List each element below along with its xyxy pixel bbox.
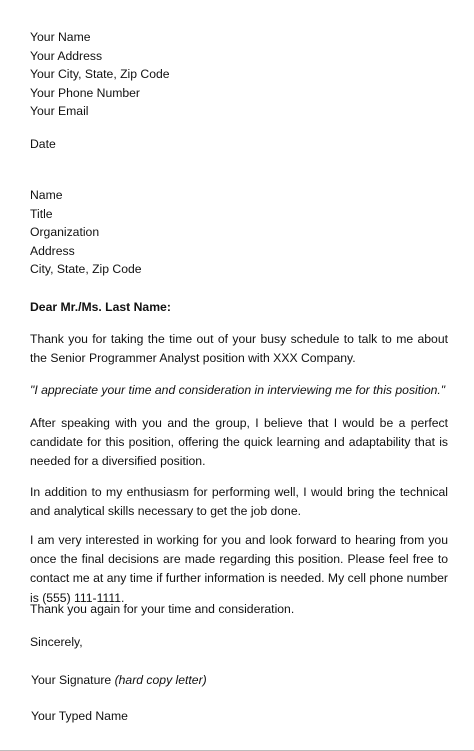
salutation: Dear Mr./Ms. Last Name: <box>30 300 171 314</box>
sender-name: Your Name <box>30 30 91 44</box>
closing-block <box>30 633 448 652</box>
letter-date: Date <box>30 137 56 151</box>
recipient-block <box>30 186 448 279</box>
recipient-address: Address <box>30 243 75 258</box>
recipient-city-state-zip: City, State, Zip Code <box>30 262 142 277</box>
closing: Sincerely, <box>30 635 83 649</box>
sender-address: Your Address <box>30 48 103 63</box>
signature-line <box>31 671 449 690</box>
body-paragraph-4: In addition to my enthusiasm for performing well, I would bring the technical and analytical skills necessary to get the job done. <box>30 485 448 519</box>
sender-block <box>30 28 448 121</box>
body-paragraph-2-quote: "I appreciate your time and consideration in interviewing me for this position." <box>30 383 446 397</box>
body-paragraph-1: Thank you for taking the time out of your busy schedule to talk to me about the Senior Programmer Analyst position with XXX Company. <box>30 332 448 366</box>
recipient-name: Name <box>30 188 63 202</box>
date-block <box>30 135 448 154</box>
body-paragraph-5: I am very interested in working for you and look forward to hearing from you once the final decisions are made regarding this position. Please feel free to contact me at any time if further information is needed. My cell phone number is (555) 111-1111. <box>30 533 448 605</box>
body-paragraph-6: Thank you again for your time and consideration. <box>30 602 295 616</box>
recipient-title: Title <box>30 206 53 221</box>
typed-name: Your Typed Name <box>31 709 128 723</box>
sender-phone: Your Phone Number <box>30 85 140 100</box>
body-paragraph-3: After speaking with you and the group, I believe that I would be a perfect candidate for this position, offering the quick learning and adaptability that is needed for a diversified position. <box>30 416 448 469</box>
signature-block <box>31 671 449 690</box>
sender-city-state-zip: Your City, State, Zip Code <box>30 67 170 82</box>
salutation-block <box>30 298 448 317</box>
typed-name-block <box>31 707 449 726</box>
sender-email: Your Email <box>30 104 89 119</box>
recipient-organization: Organization <box>30 225 100 240</box>
signature-note: (hard copy letter) <box>114 673 207 687</box>
signature-label: Your Signature <box>31 673 112 687</box>
